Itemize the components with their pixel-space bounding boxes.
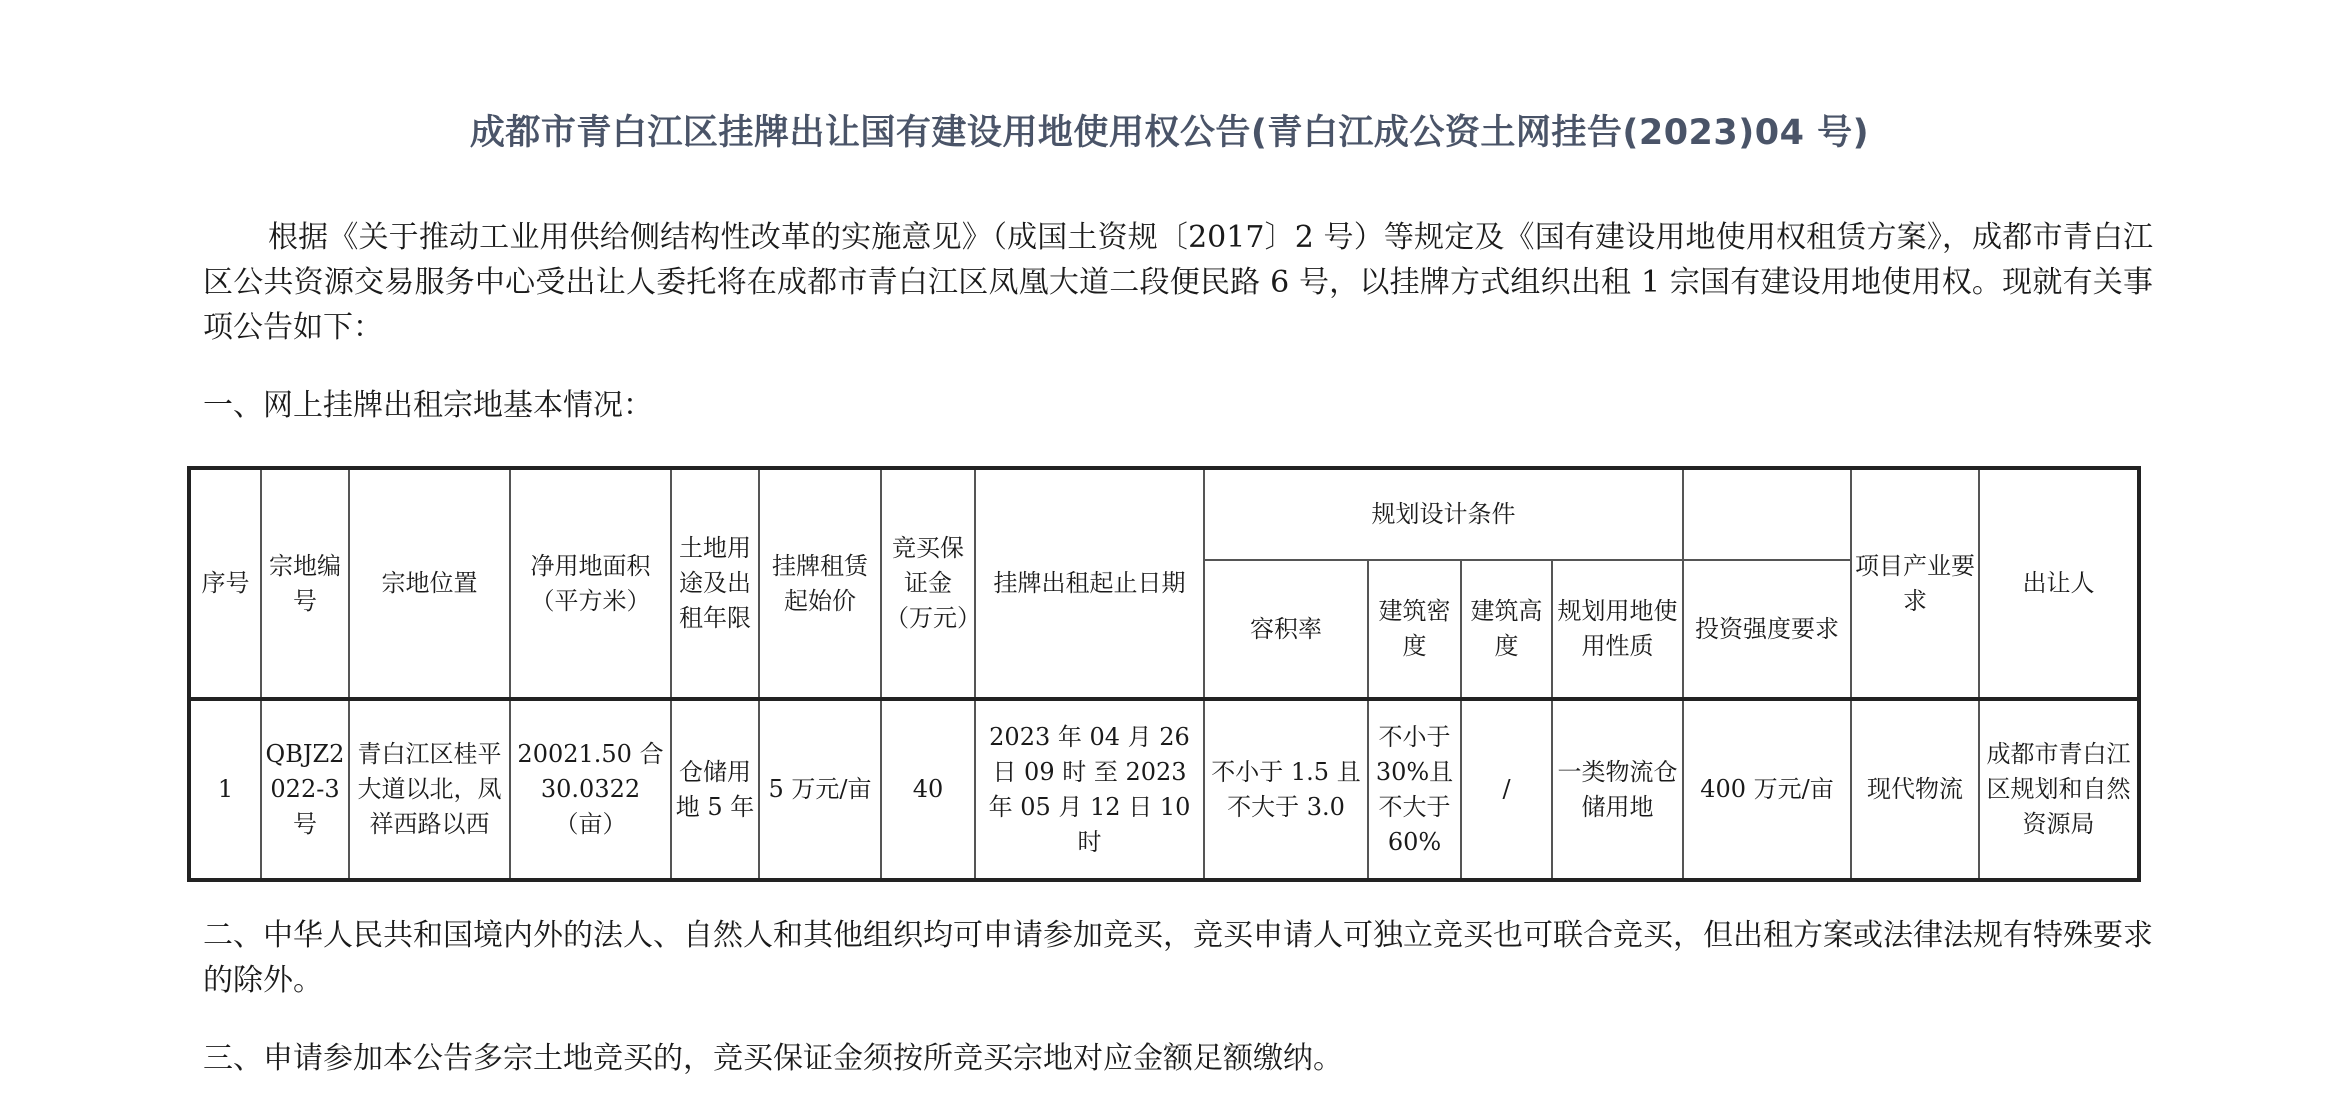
cell-seq: 1 [189,699,261,880]
cell-density: 不小于 30%且不大于 60% [1368,699,1461,880]
table-header-row [189,468,2139,560]
cell-far: 不小于 1.5 且不大于 3.0 [1204,699,1368,880]
header-far: 容积率 [1204,560,1368,699]
land-parcel-table [187,466,2141,882]
header-investment-group [1683,468,1851,560]
section-1-heading: 一、网上挂牌出租宗地基本情况： [203,388,653,423]
cell-height: / [1461,699,1552,880]
header-use-term: 土地用途及出租年限 [671,468,759,699]
header-area: 净用地面积（平方米） [510,468,671,699]
header-start-price: 挂牌租赁起始价 [759,468,881,699]
cell-grantor: 成都市青白江区规划和自然资源局 [1979,699,2139,880]
cell-deposit: 40 [881,699,975,880]
table-row [189,699,2139,880]
intro-paragraph: 根据《关于推动工业用供给侧结构性改革的实施意见》（成国土资规〔2017〕2 号）等规定及《国有建设用地使用权租赁方案》，成都市青白江区公共资源交易服务中心受出让人委托将在成都市青白江区凤凰大道二段便民路 6 号，以挂牌方式组织出租 1 宗国有建设用地使用权。现就有关事项公告如下： [203,220,2153,345]
cell-area: 20021.50 合 30.0322（亩） [510,699,671,880]
cell-start-price: 5 万元/亩 [759,699,881,880]
header-period: 挂牌出租起止日期 [975,468,1204,699]
cell-land-nature: 一类物流仓储用地 [1552,699,1683,880]
header-parcel-no: 宗地编号 [261,468,349,699]
header-grantor: 出让人 [1979,468,2139,699]
section-3-paragraph: 三、申请参加本公告多宗土地竞买的，竞买保证金须按所竞买宗地对应金额足额缴纳。 [203,1041,1343,1076]
header-height: 建筑高度 [1461,560,1552,699]
header-location: 宗地位置 [349,468,510,699]
header-planning-conditions: 规划设计条件 [1204,468,1683,560]
header-deposit: 竞买保证金（万元） [881,468,975,699]
header-land-nature: 规划用地使用性质 [1552,560,1683,699]
section-2-paragraph: 二、中华人民共和国境内外的法人、自然人和其他组织均可申请参加竞买，竞买申请人可独立竞买也可联合竞买，但出租方案或法律法规有特殊要求的除外。 [203,918,2153,998]
header-industry: 项目产业要求 [1851,468,1979,699]
header-investment: 投资强度要求 [1683,560,1851,699]
header-density: 建筑密度 [1368,560,1461,699]
document-title: 成都市青白江区挂牌出让国有建设用地使用权公告(青白江成公资土网挂告(2023)04 号) [469,113,1870,153]
cell-location: 青白江区桂平大道以北，凤祥西路以西 [349,699,510,880]
cell-parcel-no: QBJZ2022-3 号 [261,699,349,880]
cell-industry: 现代物流 [1851,699,1979,880]
header-seq: 序号 [189,468,261,699]
cell-investment: 400 万元/亩 [1683,699,1851,880]
cell-use-term: 仓储用地 5 年 [671,699,759,880]
cell-period: 2023 年 04 月 26 日 09 时 至 2023 年 05 月 12 日 10 时 [975,699,1204,880]
